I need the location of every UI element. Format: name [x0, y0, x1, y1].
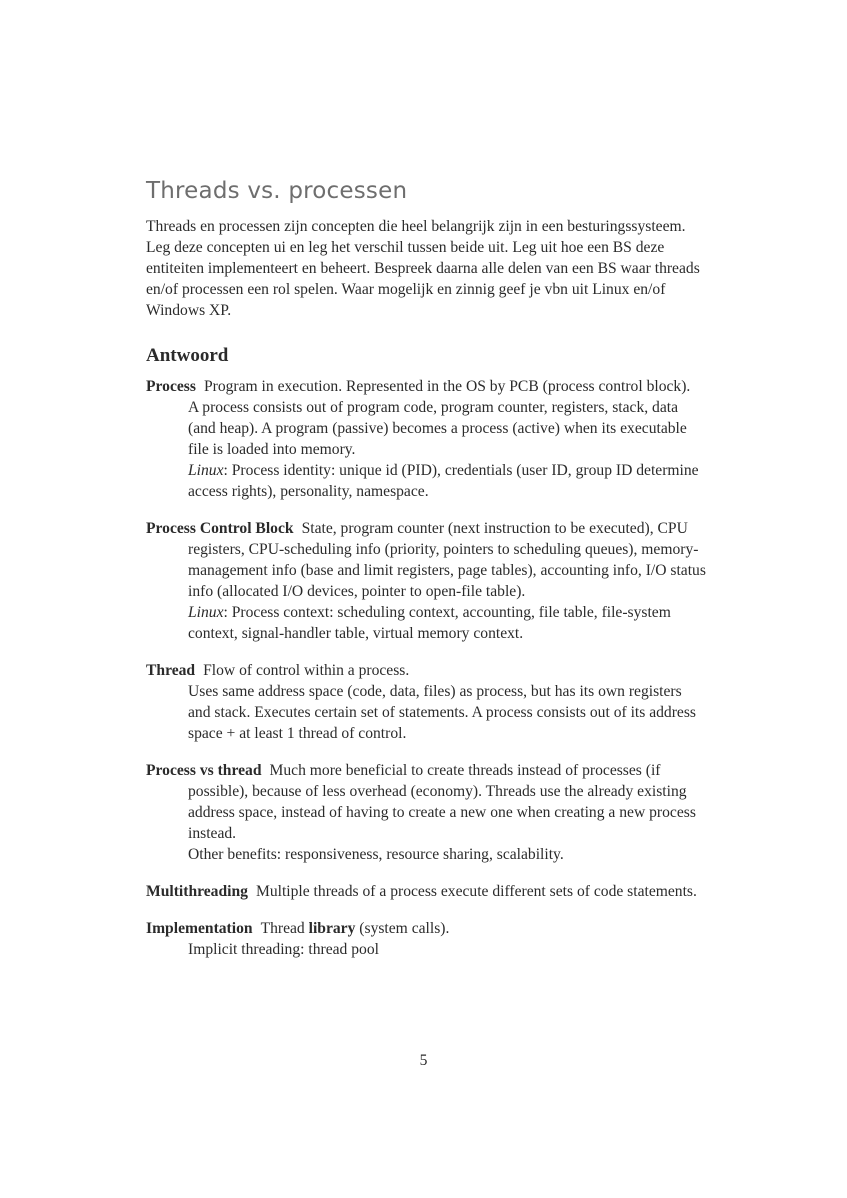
- entry-term: Process: [146, 378, 196, 395]
- answer-heading: Antwoord: [146, 345, 229, 366]
- entry-text-part: Thread: [260, 920, 309, 937]
- entry-text: Implicit threading: thread pool: [188, 941, 379, 958]
- linux-label: Linux: [188, 462, 224, 479]
- section-title: Threads vs. processen: [146, 178, 408, 204]
- entry-process-control-block: [146, 518, 706, 644]
- page-number: 5: [419, 1052, 428, 1069]
- entry-text: Multiple threads of a process execute different sets of code statements.: [255, 883, 697, 900]
- entry-thread: [146, 660, 706, 744]
- entry-text: A process consists out of program code, program counter, registers, stack, data (and heap). A program (passive) becomes a process (active) when its executable file is loaded into memory.: [188, 399, 687, 458]
- entry-term: Multithreading: [146, 883, 248, 900]
- linux-text: : Process identity: unique id (PID), credentials (user ID, group ID determine access rights), personality, namespace.: [188, 462, 699, 500]
- entry-term: Process Control Block: [146, 520, 294, 537]
- linux-text: : Process context: scheduling context, accounting, file table, file-system context, signal-handler table, virtual memory context.: [188, 604, 671, 642]
- entry-term: Process vs thread: [146, 762, 262, 779]
- entry-text: [261, 920, 450, 937]
- linux-label: Linux: [188, 604, 224, 621]
- entry-implementation: [146, 918, 706, 960]
- entry-text: Flow of control within a process.: [203, 662, 410, 679]
- entry-term: Implementation: [146, 920, 253, 937]
- entry-linux-note: [188, 460, 706, 502]
- intro-paragraph: Threads en processen zijn concepten die heel belangrijk zijn in een besturingssysteem. Leg deze concepten ui en leg het verschil tussen beide uit. Leg uit hoe een BS deze entiteiten implementeert en beheert. Bespreek daarna alle delen van een BS waar threads en/of processen een rol spelen. Waar mogelijk en zinnig geef je vbn uit Linux en/of Windows XP.: [146, 218, 700, 319]
- entry-text: Program in execution. Represented in the OS by PCB (process control block).: [203, 378, 691, 395]
- entry-text: Other benefits: responsiveness, resource sharing, scalability.: [188, 846, 564, 863]
- entry-text-part: (system calls).: [355, 920, 450, 937]
- entry-text: State, program counter (next instruction to be executed), CPU registers, CPU-scheduling info (priority, pointers to scheduling queues), memory-management info (base and limit registers, page tables), accounting info, I/O status info (allocated I/O devices, pointer to open-file table).: [188, 520, 706, 600]
- entry-text: Uses same address space (code, data, files) as process, but has its own registers and stack. Executes certain set of statements. A process consists out of its address space + at least 1 thread of control.: [188, 683, 696, 742]
- entry-process-vs-thread: [146, 760, 706, 865]
- document-page: [146, 178, 706, 976]
- entry-bold-word: library: [308, 920, 356, 937]
- entry-multithreading: [146, 881, 706, 902]
- entry-text: Much more beneficial to create threads instead of processes (if possible), because of less overhead (economy). Threads use the already existing address space, instead of having to create a new one when creating a new process instead.: [188, 762, 696, 842]
- entry-term: Thread: [146, 662, 196, 679]
- entry-process: [146, 376, 706, 502]
- entry-linux-note: [188, 602, 706, 644]
